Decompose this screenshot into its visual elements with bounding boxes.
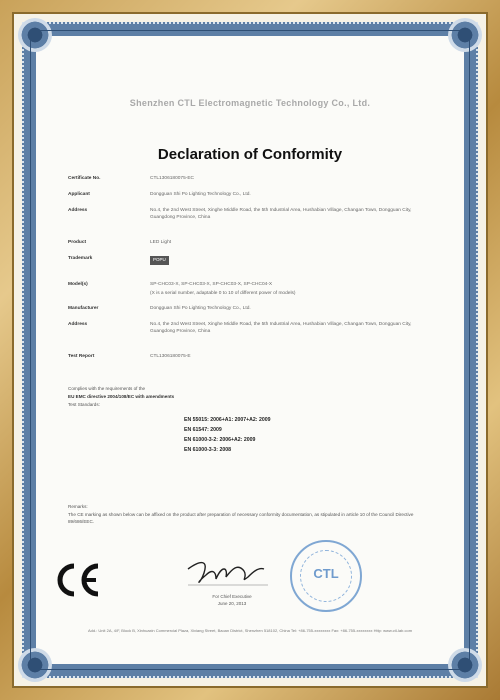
signature-title: For Chief Executive [212,594,252,599]
field-value: No.4, the 2nd West Street, Xinghe Middle Road, the 5th Industrial Area, Hushabian Village, Changan Town, Dongguan City, Guangdong Province, China [150,322,412,334]
compliance-intro-2: EU EMC directive 2004/108/EC with amendments [68,394,175,399]
standard-item: EN 55015: 2006+A1: 2007+A2: 2009 [184,417,271,423]
field-label: Model(s) [68,282,88,287]
test-standards-label: Test Standards: [68,402,100,407]
field-value: SP-CHC03-X, SP-CHC03-X, SP-CHC03-X, SP-CHC04-X [150,282,273,287]
address2-row [68,322,428,344]
field-value: CTL1306180075-E [150,354,191,359]
ce-text: CE [52,560,54,561]
field-label: Applicant [68,192,90,197]
field-note: (X is a serial number, adaptable 0 to 10 of different power of models) [150,291,296,296]
footer-contact: Add.: Unit 2A, 4/F, Block B, Xinhuaxin Commercial Plaza, Xixiang Street, Baoan District, Shenzhen 518102, China Tel: +86-755-xxxxxxxx Fax: +86-755-xxxxxxxx Http: www.ctl-lab.com [87,628,413,633]
signature-date: June 20, 2013 [217,601,247,606]
field-label: Certificate No. [68,176,101,181]
stamp-text: CTL [313,566,339,581]
field-label: Trademark [68,256,93,261]
standard-item: EN 61000-3-3: 2008 [184,447,232,453]
field-label: Product [68,240,87,245]
trademark-box: POPU [150,256,169,265]
field-value: LED Light [150,240,172,245]
company-name: Shenzhen CTL Electromagnetic Technology Co., Ltd. [129,98,371,108]
remarks-text: The CE marking as shown below can be affixed on the product after preparation of necessary conformity documentation, as stipulated in article 10 of the Council Directive 89/686/EEC. [68,512,414,524]
field-value: Dongguan Shi Po Lighting Technology Co., Ltd. [150,306,251,311]
compliance-intro-1: Complies with the requirements of the [68,386,146,391]
field-value [150,256,430,265]
ce-mark-icon [52,560,106,600]
field-label: Address [68,208,88,213]
company-stamp [290,540,362,612]
field-value: Dongguan Shi Po Lighting Technology Co., Ltd. [150,192,251,197]
field-label: Address [68,322,88,327]
field-value: No.4, the 2nd West Street, Xinghe Middle Road, the 5th Industrial Area, Hushabian Village, Changan Town, Dongguan City, Guangdong Province, China [150,208,412,220]
field-label: Manufacturer [68,306,99,311]
field-label: Test Report [68,354,95,359]
document-title: Declaration of Conformity [157,146,343,163]
address-row [68,208,428,230]
field-value: CTL1306180075-EC [150,176,195,181]
remarks-label: Remarks: [68,504,88,509]
standard-item: EN 61547: 2009 [184,427,222,433]
signature-icon [182,555,272,595]
standard-item: EN 61000-3-2: 2006+A2: 2009 [184,437,256,443]
